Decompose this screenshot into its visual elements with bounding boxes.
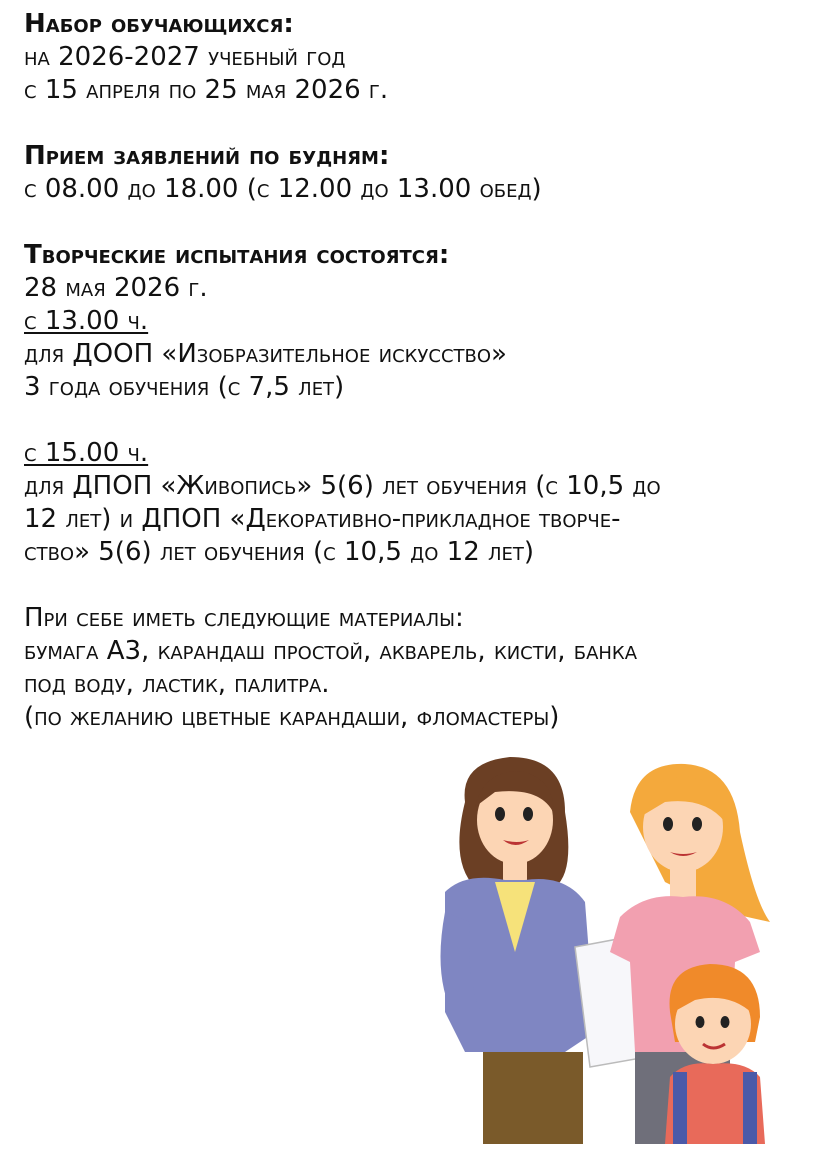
enrollment-dates: с 15 апреля по 25 мая 2026 г.: [24, 75, 389, 105]
session1-program: для ДООП «Изобразительное искусство»: [24, 339, 507, 369]
enrollment-heading: Набор обучающихся:: [24, 9, 294, 39]
applications-hours: с 08.00 до 18.00 (с 12.00 до 13.00 обед): [24, 174, 542, 204]
session1-duration: 3 года обучения (с 7,5 лет): [24, 372, 345, 402]
materials-heading: При себе иметь следующие материалы:: [24, 603, 464, 633]
session1-time: с 13.00 ч.: [24, 306, 149, 336]
session2-time: с 15.00 ч.: [24, 438, 149, 468]
applications-heading: Прием заявлений по будням:: [24, 141, 390, 171]
materials-line1: бумага А3, карандаш простой, акварель, кисти, банка: [24, 636, 638, 666]
session2-line2: 12 лет) и ДПОП «Декоративно-прикладное творче-: [24, 504, 621, 534]
enrollment-year: на 2026-2027 учебный год: [24, 42, 346, 72]
tests-date: 28 мая 2026 г.: [24, 273, 208, 303]
materials-line2: под воду, ластик, палитра.: [24, 669, 330, 699]
session2-line1: для ДПОП «Живопись» 5(6) лет обучения (с 10,5 до: [24, 471, 661, 501]
announcement-text: [24, 8, 804, 734]
teacher-and-children-illustration: [425, 752, 815, 1144]
session2-line3: ство» 5(6) лет обучения (с 10,5 до 12 лет): [24, 537, 535, 567]
tests-heading: Творческие испытания состоятся:: [24, 240, 450, 270]
materials-line3: (по желанию цветные карандаши, фломастеры): [24, 702, 560, 732]
